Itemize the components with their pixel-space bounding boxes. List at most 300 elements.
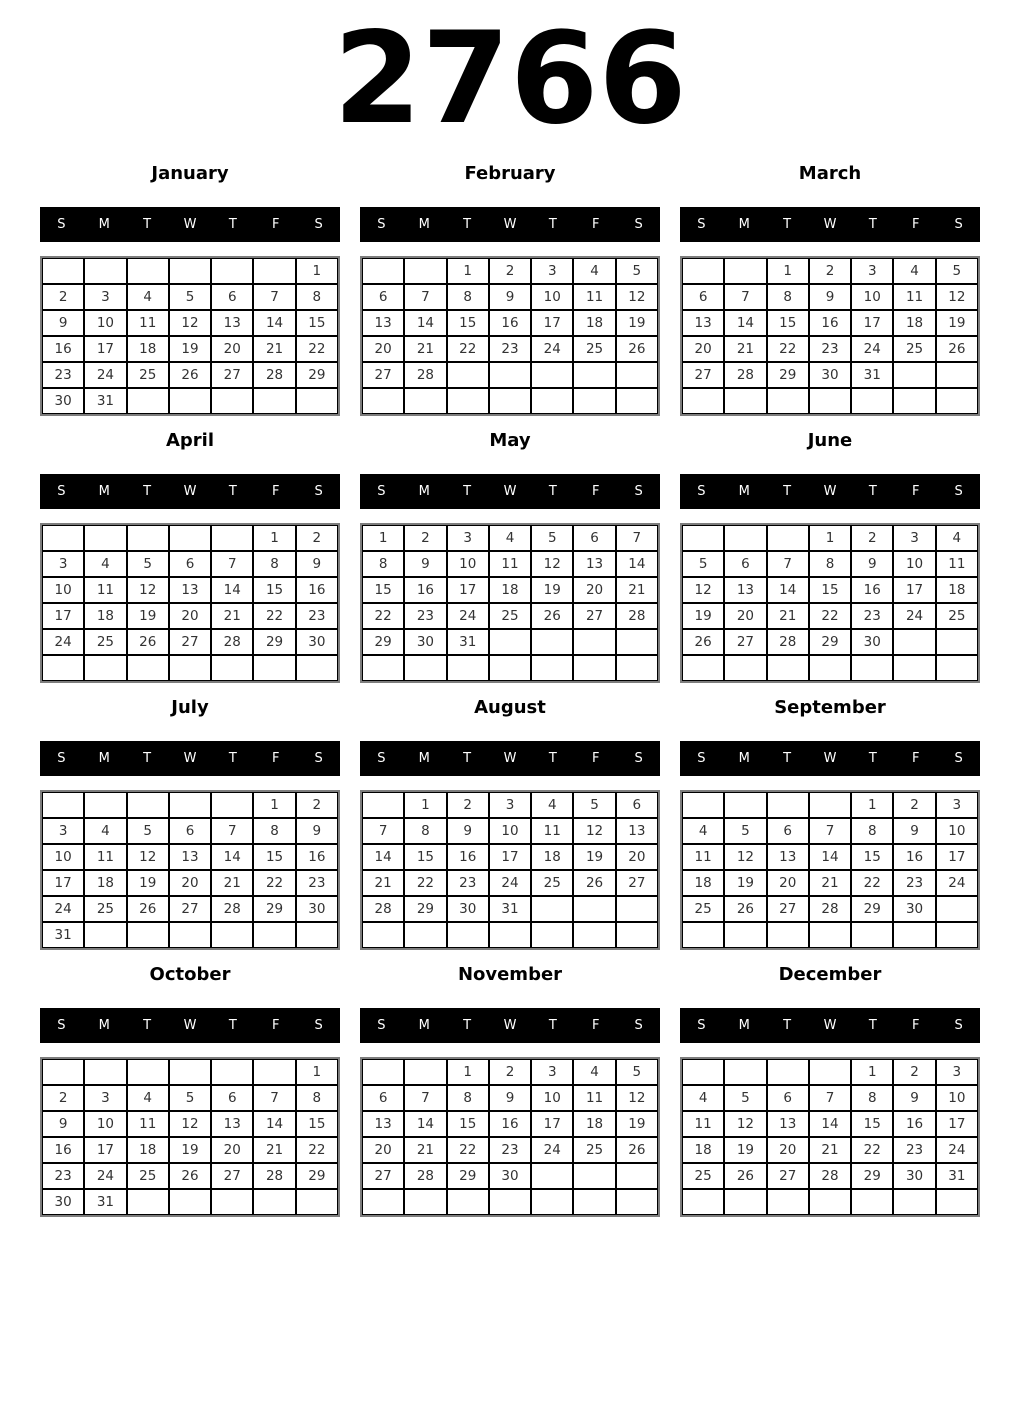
day-cell: 29 [253,629,295,655]
day-cell: 28 [616,603,658,629]
weekday-header-row [680,741,980,776]
month-days-table [360,256,660,416]
day-cell: 3 [84,284,126,310]
day-cell: 11 [489,551,531,577]
day-cell: 17 [42,603,84,629]
day-cell: 7 [362,818,404,844]
week-row [362,1085,658,1111]
day-cell: 18 [127,336,169,362]
day-cell: 2 [296,792,338,818]
day-cell: 6 [169,818,211,844]
day-cell: 28 [809,1163,851,1189]
day-cell: 31 [84,1189,126,1215]
weekday-header-row [680,1008,980,1043]
week-row [682,655,978,681]
day-cell: 4 [531,792,573,818]
empty-day-cell [893,922,935,948]
month-days-body [362,258,658,414]
month-days-table [40,1057,340,1217]
day-cell: 16 [447,844,489,870]
day-cell: 20 [169,603,211,629]
day-cell: 11 [573,1085,615,1111]
empty-day-cell [767,525,809,551]
empty-day-cell [936,362,978,388]
empty-day-cell [573,629,615,655]
day-cell: 21 [253,336,295,362]
weekday-header-row [680,207,980,242]
day-cell: 18 [127,1137,169,1163]
day-cell: 22 [362,603,404,629]
day-cell: 9 [489,1085,531,1111]
empty-day-cell [253,258,295,284]
day-cell: 5 [616,258,658,284]
day-cell: 21 [404,1137,446,1163]
weekday-label: S [377,1018,386,1033]
week-row [42,870,338,896]
month-december [680,964,980,1217]
day-cell: 1 [253,525,295,551]
day-cell: 22 [767,336,809,362]
empty-day-cell [767,1059,809,1085]
month-july [40,697,340,950]
weekday-label: M [98,484,110,499]
empty-day-cell [724,525,766,551]
day-cell: 9 [893,1085,935,1111]
week-row [362,655,658,681]
empty-day-cell [767,655,809,681]
day-cell: 11 [84,577,126,603]
day-cell: 11 [573,284,615,310]
weekday-label: M [418,751,430,766]
empty-day-cell [42,525,84,551]
day-cell: 30 [296,896,338,922]
day-cell: 25 [682,896,724,922]
month-days-body [682,792,978,948]
empty-day-cell [127,258,169,284]
weekday-label: T [548,217,557,232]
day-cell: 2 [489,1059,531,1085]
calendar-grid [0,163,1020,1217]
weekday-label: M [738,217,750,232]
day-cell: 8 [851,1085,893,1111]
weekday-label: M [418,217,430,232]
week-row [682,1085,978,1111]
day-cell: 7 [616,525,658,551]
week-row [682,1111,978,1137]
day-cell: 21 [404,336,446,362]
weekday-label: S [697,484,706,499]
week-row [682,388,978,414]
weekday-label: S [377,484,386,499]
day-cell: 3 [84,1085,126,1111]
day-cell: 20 [362,336,404,362]
day-cell: 24 [447,603,489,629]
empty-day-cell [851,655,893,681]
empty-day-cell [682,1189,724,1215]
weekday-label: W [503,484,517,499]
day-cell: 23 [893,870,935,896]
day-cell: 25 [489,603,531,629]
day-cell: 11 [127,310,169,336]
day-cell: 18 [489,577,531,603]
day-cell: 14 [253,1111,295,1137]
empty-day-cell [724,792,766,818]
day-cell: 22 [296,336,338,362]
day-cell: 6 [362,1085,404,1111]
week-row [42,844,338,870]
day-cell: 21 [253,1137,295,1163]
weekday-header-row [40,474,340,509]
day-cell: 24 [84,362,126,388]
empty-day-cell [682,655,724,681]
day-cell: 21 [211,603,253,629]
week-row [42,629,338,655]
day-cell: 8 [851,818,893,844]
day-cell: 8 [296,284,338,310]
day-cell: 1 [851,792,893,818]
day-cell: 22 [404,870,446,896]
day-cell: 14 [809,1111,851,1137]
empty-day-cell [936,896,978,922]
day-cell: 22 [851,870,893,896]
day-cell: 27 [169,629,211,655]
empty-day-cell [573,388,615,414]
day-cell: 26 [127,896,169,922]
day-cell: 2 [851,525,893,551]
day-cell: 6 [616,792,658,818]
weekday-label: F [911,1018,920,1033]
month-days-table [360,523,660,683]
day-cell: 24 [936,1137,978,1163]
day-cell: 17 [84,1137,126,1163]
day-cell: 7 [809,818,851,844]
day-cell: 3 [531,258,573,284]
weekday-label: S [377,217,386,232]
weekday-header-row [360,741,660,776]
day-cell: 28 [253,362,295,388]
empty-day-cell [127,922,169,948]
empty-day-cell [936,655,978,681]
empty-day-cell [404,258,446,284]
week-row [682,1137,978,1163]
weekday-label: F [911,217,920,232]
day-cell: 28 [724,362,766,388]
weekday-label: W [823,217,837,232]
empty-day-cell [936,629,978,655]
weekday-label: S [697,751,706,766]
day-cell: 24 [42,629,84,655]
day-cell: 29 [362,629,404,655]
empty-day-cell [169,655,211,681]
day-cell: 9 [489,284,531,310]
day-cell: 24 [84,1163,126,1189]
day-cell: 1 [362,525,404,551]
month-name: May [489,430,531,451]
week-row [362,870,658,896]
day-cell: 12 [169,1111,211,1137]
weekday-header-row [360,207,660,242]
empty-day-cell [616,922,658,948]
day-cell: 26 [573,870,615,896]
weekday-label: S [697,217,706,232]
week-row [682,603,978,629]
day-cell: 4 [682,1085,724,1111]
empty-day-cell [84,792,126,818]
empty-day-cell [362,792,404,818]
day-cell: 10 [851,284,893,310]
empty-day-cell [531,362,573,388]
weekday-label: W [823,751,837,766]
empty-day-cell [809,388,851,414]
day-cell: 15 [362,577,404,603]
day-cell: 6 [767,818,809,844]
empty-day-cell [573,1189,615,1215]
day-cell: 26 [169,1163,211,1189]
day-cell: 21 [362,870,404,896]
week-row [682,1163,978,1189]
week-row [42,792,338,818]
day-cell: 15 [809,577,851,603]
month-january [40,163,340,416]
day-cell: 19 [127,603,169,629]
day-cell: 11 [893,284,935,310]
day-cell: 2 [893,792,935,818]
day-cell: 17 [42,870,84,896]
day-cell: 19 [616,310,658,336]
month-days-table [680,256,980,416]
empty-day-cell [489,388,531,414]
empty-day-cell [127,1059,169,1085]
weekday-label: W [503,751,517,766]
day-cell: 27 [573,603,615,629]
week-row [682,870,978,896]
empty-day-cell [127,792,169,818]
day-cell: 30 [893,1163,935,1189]
month-november [360,964,660,1217]
day-cell: 3 [447,525,489,551]
week-row [362,844,658,870]
week-row [362,551,658,577]
weekday-label: M [98,751,110,766]
empty-day-cell [893,1189,935,1215]
weekday-label: T [868,217,877,232]
month-days-body [362,525,658,681]
day-cell: 5 [573,792,615,818]
week-row [42,1085,338,1111]
day-cell: 15 [296,310,338,336]
day-cell: 23 [296,603,338,629]
month-name: February [464,163,556,184]
day-cell: 11 [127,1111,169,1137]
day-cell: 6 [211,1085,253,1111]
day-cell: 5 [616,1059,658,1085]
day-cell: 14 [616,551,658,577]
weekday-label: M [738,1018,750,1033]
empty-day-cell [724,1059,766,1085]
empty-day-cell [616,1189,658,1215]
day-cell: 30 [404,629,446,655]
empty-day-cell [127,525,169,551]
day-cell: 12 [531,551,573,577]
day-cell: 18 [573,1111,615,1137]
day-cell: 16 [489,1111,531,1137]
empty-day-cell [42,655,84,681]
day-cell: 12 [616,284,658,310]
day-cell: 10 [936,818,978,844]
day-cell: 23 [404,603,446,629]
day-cell: 30 [489,1163,531,1189]
empty-day-cell [253,1059,295,1085]
day-cell: 28 [211,629,253,655]
empty-day-cell [616,1163,658,1189]
day-cell: 11 [682,1111,724,1137]
weekday-label: W [503,1018,517,1033]
day-cell: 9 [42,310,84,336]
day-cell: 18 [936,577,978,603]
day-cell: 7 [404,284,446,310]
empty-day-cell [531,388,573,414]
day-cell: 30 [809,362,851,388]
day-cell: 13 [362,1111,404,1137]
week-row [682,896,978,922]
day-cell: 19 [127,870,169,896]
weekday-label: W [183,1018,197,1033]
day-cell: 20 [767,870,809,896]
weekday-label: T [228,484,237,499]
day-cell: 15 [447,310,489,336]
week-row [362,1163,658,1189]
month-name: August [474,697,546,718]
weekday-label: M [98,217,110,232]
day-cell: 8 [253,551,295,577]
month-days-body [42,525,338,681]
weekday-label: T [463,751,472,766]
week-row [682,577,978,603]
week-row [682,310,978,336]
empty-day-cell [127,655,169,681]
day-cell: 16 [42,336,84,362]
empty-day-cell [531,896,573,922]
empty-day-cell [362,1189,404,1215]
empty-day-cell [851,922,893,948]
month-days-body [42,1059,338,1215]
day-cell: 20 [211,336,253,362]
empty-day-cell [211,1189,253,1215]
week-row [42,525,338,551]
empty-day-cell [169,525,211,551]
day-cell: 24 [531,336,573,362]
day-cell: 6 [211,284,253,310]
day-cell: 20 [573,577,615,603]
day-cell: 7 [253,1085,295,1111]
empty-day-cell [616,629,658,655]
empty-day-cell [893,388,935,414]
weekday-label: F [271,217,280,232]
day-cell: 20 [682,336,724,362]
day-cell: 17 [893,577,935,603]
week-row [362,1059,658,1085]
day-cell: 19 [573,844,615,870]
weekday-header-row [40,741,340,776]
empty-day-cell [42,1059,84,1085]
day-cell: 27 [616,870,658,896]
day-cell: 2 [893,1059,935,1085]
day-cell: 15 [253,577,295,603]
empty-day-cell [447,922,489,948]
weekday-label: S [634,1018,643,1033]
weekday-label: F [591,1018,600,1033]
day-cell: 9 [42,1111,84,1137]
empty-day-cell [84,1059,126,1085]
empty-day-cell [362,655,404,681]
day-cell: 29 [767,362,809,388]
day-cell: 9 [447,818,489,844]
empty-day-cell [84,258,126,284]
week-row [42,1189,338,1215]
empty-day-cell [724,258,766,284]
empty-day-cell [724,1189,766,1215]
empty-day-cell [616,655,658,681]
day-cell: 26 [724,1163,766,1189]
weekday-label: T [463,217,472,232]
month-name: December [778,964,882,985]
day-cell: 1 [404,792,446,818]
day-cell: 10 [84,1111,126,1137]
weekday-label: T [143,484,152,499]
day-cell: 23 [893,1137,935,1163]
day-cell: 12 [724,1111,766,1137]
empty-day-cell [169,922,211,948]
day-cell: 5 [127,551,169,577]
empty-day-cell [127,1189,169,1215]
empty-day-cell [84,655,126,681]
day-cell: 1 [447,1059,489,1085]
month-february [360,163,660,416]
day-cell: 23 [447,870,489,896]
day-cell: 26 [724,896,766,922]
day-cell: 12 [724,844,766,870]
day-cell: 10 [489,818,531,844]
day-cell: 13 [169,844,211,870]
week-row [362,603,658,629]
weekday-label: S [314,484,323,499]
weekday-label: S [954,1018,963,1033]
day-cell: 27 [682,362,724,388]
day-cell: 18 [531,844,573,870]
day-cell: 5 [682,551,724,577]
day-cell: 18 [84,870,126,896]
day-cell: 13 [767,1111,809,1137]
day-cell: 25 [936,603,978,629]
day-cell: 21 [809,870,851,896]
day-cell: 15 [767,310,809,336]
weekday-label: T [143,1018,152,1033]
week-row [42,362,338,388]
weekday-label: F [271,1018,280,1033]
day-cell: 26 [616,1137,658,1163]
month-name: June [807,430,853,451]
day-cell: 25 [573,1137,615,1163]
week-row [682,525,978,551]
empty-day-cell [767,1189,809,1215]
empty-day-cell [253,922,295,948]
day-cell: 30 [893,896,935,922]
day-cell: 3 [531,1059,573,1085]
empty-day-cell [447,1189,489,1215]
day-cell: 17 [489,844,531,870]
day-cell: 27 [724,629,766,655]
day-cell: 2 [489,258,531,284]
